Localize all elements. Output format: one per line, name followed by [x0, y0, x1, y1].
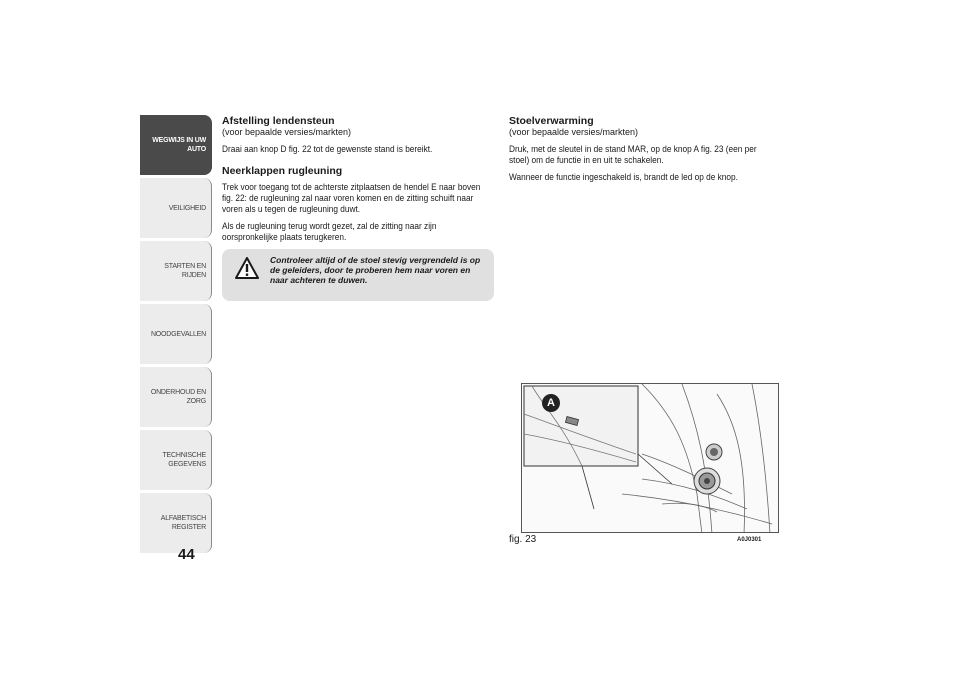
paragraph: Druk, met de sleutel in de stand MAR, op de knop A fig. 23 (een per stoel) om de functie in en uit te schakelen.: [509, 144, 757, 165]
warning-box: [222, 249, 494, 301]
figure-code: A0J0301: [737, 537, 762, 543]
warning-text: Controleer altijd of de stoel stevig vergrendeld is op de geleiders, door te proberen hem naar voren en naar achteren te duwen.: [270, 255, 481, 285]
tab-onderhoud[interactable]: [140, 367, 212, 427]
tab-veiligheid[interactable]: [140, 178, 212, 238]
tab-wegwijs[interactable]: [140, 115, 212, 175]
tab-label: STARTEN EN RIJDEN: [164, 263, 206, 279]
tab-label: ALFABETISCH REGISTER: [160, 515, 206, 531]
page-number: 44: [178, 546, 195, 563]
paragraph: Draai aan knop D fig. 22 tot de gewenste stand is bereikt.: [222, 144, 433, 154]
tab-label: ONDERHOUD EN ZORG: [150, 389, 206, 405]
tab-label: NOODGEVALLEN: [150, 330, 206, 338]
section-title: Afstelling lendensteun: [222, 115, 335, 127]
figure-caption: fig. 23: [509, 534, 537, 545]
paragraph: Trek voor toegang tot de achterste zitplaatsen de hendel E naar boven fig. 22: de rugleuning zal naar voren komen en de zitting schuift naar voren als u tegen de rugleuning duwt.: [222, 182, 481, 214]
seat-illustration: [522, 384, 779, 533]
tab-starten[interactable]: [140, 241, 212, 301]
section-subtitle: (voor bepaalde versies/markten): [222, 127, 352, 137]
tab-label: VEILIGHEID: [168, 204, 206, 212]
right-column: [509, 115, 779, 189]
tab-technische[interactable]: [140, 430, 212, 490]
left-column: [222, 115, 494, 301]
warning-triangle-icon: [235, 257, 259, 279]
callout-a: [542, 394, 560, 412]
paragraph: Als de rugleuning terug wordt gezet, zal de zitting naar zijn oorspronkelijke plaats terugkeren.: [222, 221, 437, 242]
section-subtitle: (voor bepaalde versies/markten): [509, 127, 639, 137]
section-title: Stoelverwarming: [509, 115, 594, 127]
paragraph: Wanneer de functie ingeschakeld is, brandt de led op de knop.: [509, 172, 738, 182]
tab-label: WEGWIJS IN UW AUTO: [152, 137, 206, 153]
tab-label: TECHNISCHE GEGEVENS: [162, 452, 206, 468]
section-title: Neerklappen rugleuning: [222, 165, 343, 177]
tab-noodgevallen[interactable]: [140, 304, 212, 364]
callout-label: A: [547, 397, 555, 409]
tab-register[interactable]: [140, 493, 212, 553]
figure-seat-heating: [521, 383, 779, 533]
